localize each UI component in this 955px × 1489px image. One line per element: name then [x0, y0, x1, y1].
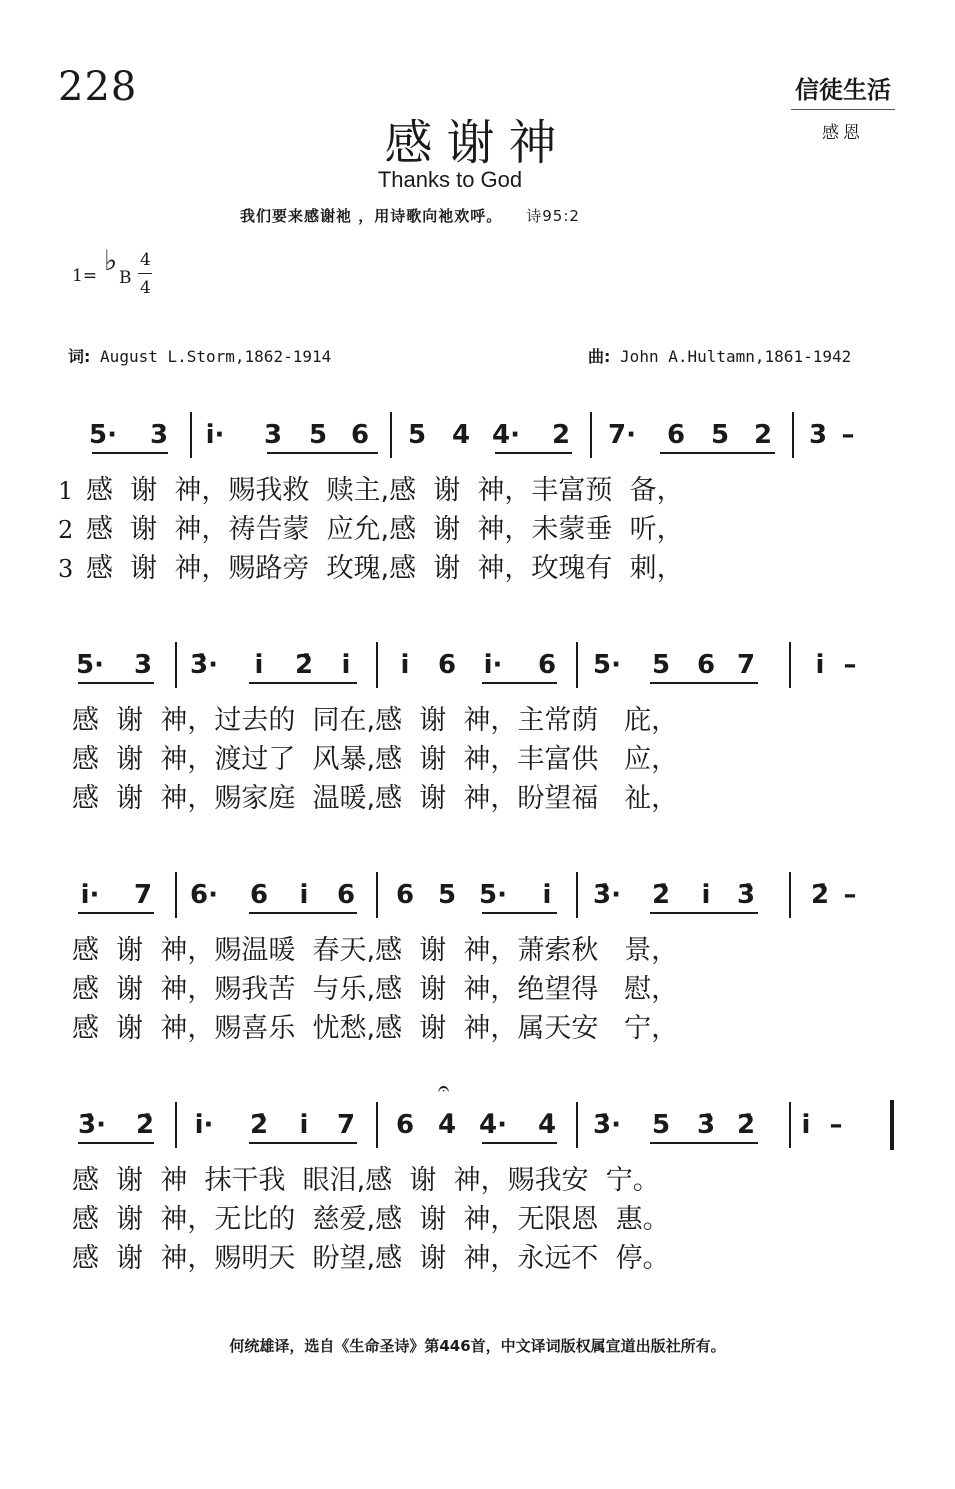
composer-name: John A.Hultamn,1861-1942: [620, 347, 852, 366]
category-label: 信徒生活: [791, 70, 895, 110]
note: i̇·: [205, 420, 225, 450]
beam-underline: [650, 912, 758, 914]
note: 7: [133, 880, 153, 910]
note: 5·: [89, 420, 117, 450]
bar-line: [376, 642, 378, 688]
time-signature-bar: [138, 273, 152, 274]
time-signature-bottom: 4: [140, 278, 151, 298]
note: 4̇·: [479, 1110, 507, 1140]
note: 2̇: [135, 1110, 155, 1140]
bar-line: [175, 872, 177, 918]
beam-underline: [482, 1142, 557, 1144]
note: 5·: [76, 650, 104, 680]
hymn-number: 228: [58, 64, 138, 110]
note: i̇: [542, 880, 552, 910]
key-prefix: 1=: [72, 266, 98, 286]
note: 4: [451, 420, 471, 450]
note: 6·: [190, 880, 218, 910]
note: 5: [710, 420, 730, 450]
bar-line: [576, 872, 578, 918]
bar-line: [576, 642, 578, 688]
verse-number: 3: [58, 555, 74, 583]
note: 4̇: [437, 1110, 457, 1140]
note: 2: [551, 420, 571, 450]
note: i̇: [299, 1110, 309, 1140]
note: i̇: [815, 650, 825, 680]
note: 3̇: [696, 1110, 716, 1140]
note: i̇: [299, 880, 309, 910]
time-signature-top: 4: [140, 250, 151, 270]
lyric-line: 感 谢 神 抹干我 眼泪,感 谢 神，赐我安 宁。: [72, 1165, 660, 1196]
lyric-line: 感 谢 神，渡过了 风暴,感 谢 神，丰富供 应，: [72, 744, 679, 775]
note: 5: [437, 880, 457, 910]
bar-line: [789, 1102, 791, 1148]
note: 6: [395, 1110, 415, 1140]
beam-underline: [482, 682, 557, 684]
beam-underline: [482, 912, 557, 914]
note: 6: [249, 880, 269, 910]
lyricist-name: August L.Storm,1862-1914: [100, 347, 332, 366]
hymn-subtitle: Thanks to God: [377, 167, 523, 192]
note: i̇·: [483, 650, 503, 680]
note: 3: [133, 650, 153, 680]
lyricist-credit: [68, 344, 331, 367]
bar-line: [190, 412, 192, 458]
scripture-reference: 诗95:2: [526, 207, 580, 225]
note: –: [841, 420, 855, 450]
note: 5·: [479, 880, 507, 910]
note: –: [843, 880, 857, 910]
words-label: 词:: [68, 347, 91, 366]
note: i̇: [400, 650, 410, 680]
note: i̇·: [80, 880, 100, 910]
note: 7: [336, 1110, 356, 1140]
note: i̇·: [194, 1110, 214, 1140]
final-bar-line: [890, 1100, 894, 1150]
note: 2̇: [736, 1110, 756, 1140]
bar-line: [390, 412, 392, 458]
beam-underline: [92, 452, 168, 454]
lyric-line: 感 谢 神，无比的 慈爱,感 谢 神，无限恩 惠。: [72, 1204, 670, 1235]
note: 3̇·: [190, 650, 218, 680]
bar-line: [376, 872, 378, 918]
note: 7: [736, 650, 756, 680]
lyric-line: 感 谢 神，赐路旁 玫瑰,感 谢 神，玫瑰有 刺，: [86, 553, 684, 584]
fermata-icon: 𝄐: [438, 1076, 450, 1100]
note: 2̇: [651, 880, 671, 910]
note: –: [843, 650, 857, 680]
composer-credit: [588, 344, 851, 367]
bar-line: [789, 642, 791, 688]
note: 5: [651, 650, 671, 680]
copyright-footer: 何统雄译，选自《生命圣诗》第446首，中文译词版权属宣道出版社所有。: [229, 1337, 726, 1355]
beam-underline: [249, 682, 357, 684]
note: 6: [336, 880, 356, 910]
note: 2: [753, 420, 773, 450]
scripture-line: [240, 205, 580, 226]
key-letter: B: [119, 268, 132, 288]
bar-line: [789, 872, 791, 918]
beam-underline: [267, 452, 378, 454]
note: 3: [808, 420, 828, 450]
lyric-line: 感 谢 神，赐我苦 与乐,感 谢 神，绝望得 慰，: [72, 974, 679, 1005]
lyric-line: 感 谢 神，赐家庭 温暖,感 谢 神，盼望福 祉，: [72, 783, 679, 814]
hymn-title: 感谢神: [384, 115, 571, 171]
note: 2̇: [249, 1110, 269, 1140]
bar-line: [576, 1102, 578, 1148]
note: 3̇·: [593, 1110, 621, 1140]
lyric-line: 感 谢 神，赐喜乐 忧愁,感 谢 神，属天安 宁，: [72, 1013, 679, 1044]
note: 3̇: [736, 880, 756, 910]
lyric-line: 感 谢 神，赐明天 盼望,感 谢 神，永远不 停。: [72, 1243, 670, 1274]
note: i̇: [701, 880, 711, 910]
beam-underline: [78, 1142, 154, 1144]
scripture-text: 我们要来感谢祂 ，用诗歌向祂欢呼。: [240, 207, 503, 225]
note: 6: [666, 420, 686, 450]
note: 5: [651, 1110, 671, 1140]
beam-underline: [650, 1142, 758, 1144]
note: 7·: [608, 420, 636, 450]
note: 6: [696, 650, 716, 680]
verse-number: 1: [58, 477, 74, 505]
note: 4̇: [537, 1110, 557, 1140]
note: 5·: [593, 650, 621, 680]
beam-underline: [249, 912, 357, 914]
note: 5: [407, 420, 427, 450]
note: 3: [263, 420, 283, 450]
beam-underline: [78, 682, 154, 684]
bar-line: [590, 412, 592, 458]
bar-line: [792, 412, 794, 458]
bar-line: [376, 1102, 378, 1148]
note: –: [829, 1110, 843, 1140]
beam-underline: [660, 452, 775, 454]
note: 6: [537, 650, 557, 680]
note: 6: [437, 650, 457, 680]
lyric-line: 感 谢 神，赐我救 赎主,感 谢 神，丰富预 备，: [86, 475, 684, 506]
flat-icon: ♭: [104, 244, 118, 277]
verse-number: 2: [58, 516, 74, 544]
note: 3̇·: [78, 1110, 106, 1140]
note: 2̇: [810, 880, 830, 910]
beam-underline: [650, 682, 758, 684]
note: 6: [350, 420, 370, 450]
note: 5: [308, 420, 328, 450]
beam-underline: [249, 1142, 357, 1144]
lyric-line: 感 谢 神，赐温暖 春天,感 谢 神，萧索秋 景，: [72, 935, 679, 966]
note: 3: [149, 420, 169, 450]
bar-line: [175, 1102, 177, 1148]
note: 6: [395, 880, 415, 910]
note: i̇: [341, 650, 351, 680]
beam-underline: [495, 452, 572, 454]
lyric-line: 感 谢 神，过去的 同在,感 谢 神，主常荫 庇，: [72, 705, 679, 736]
lyric-line: 感 谢 神，祷告蒙 应允,感 谢 神，未蒙垂 听，: [86, 514, 684, 545]
bar-line: [175, 642, 177, 688]
note: 4·: [492, 420, 520, 450]
subcategory-label: 感恩: [822, 123, 864, 143]
note: i̇: [254, 650, 264, 680]
beam-underline: [78, 912, 154, 914]
note: 2̇: [294, 650, 314, 680]
note: i̇: [801, 1110, 811, 1140]
music-label: 曲:: [588, 347, 611, 366]
note: 3̇·: [593, 880, 621, 910]
